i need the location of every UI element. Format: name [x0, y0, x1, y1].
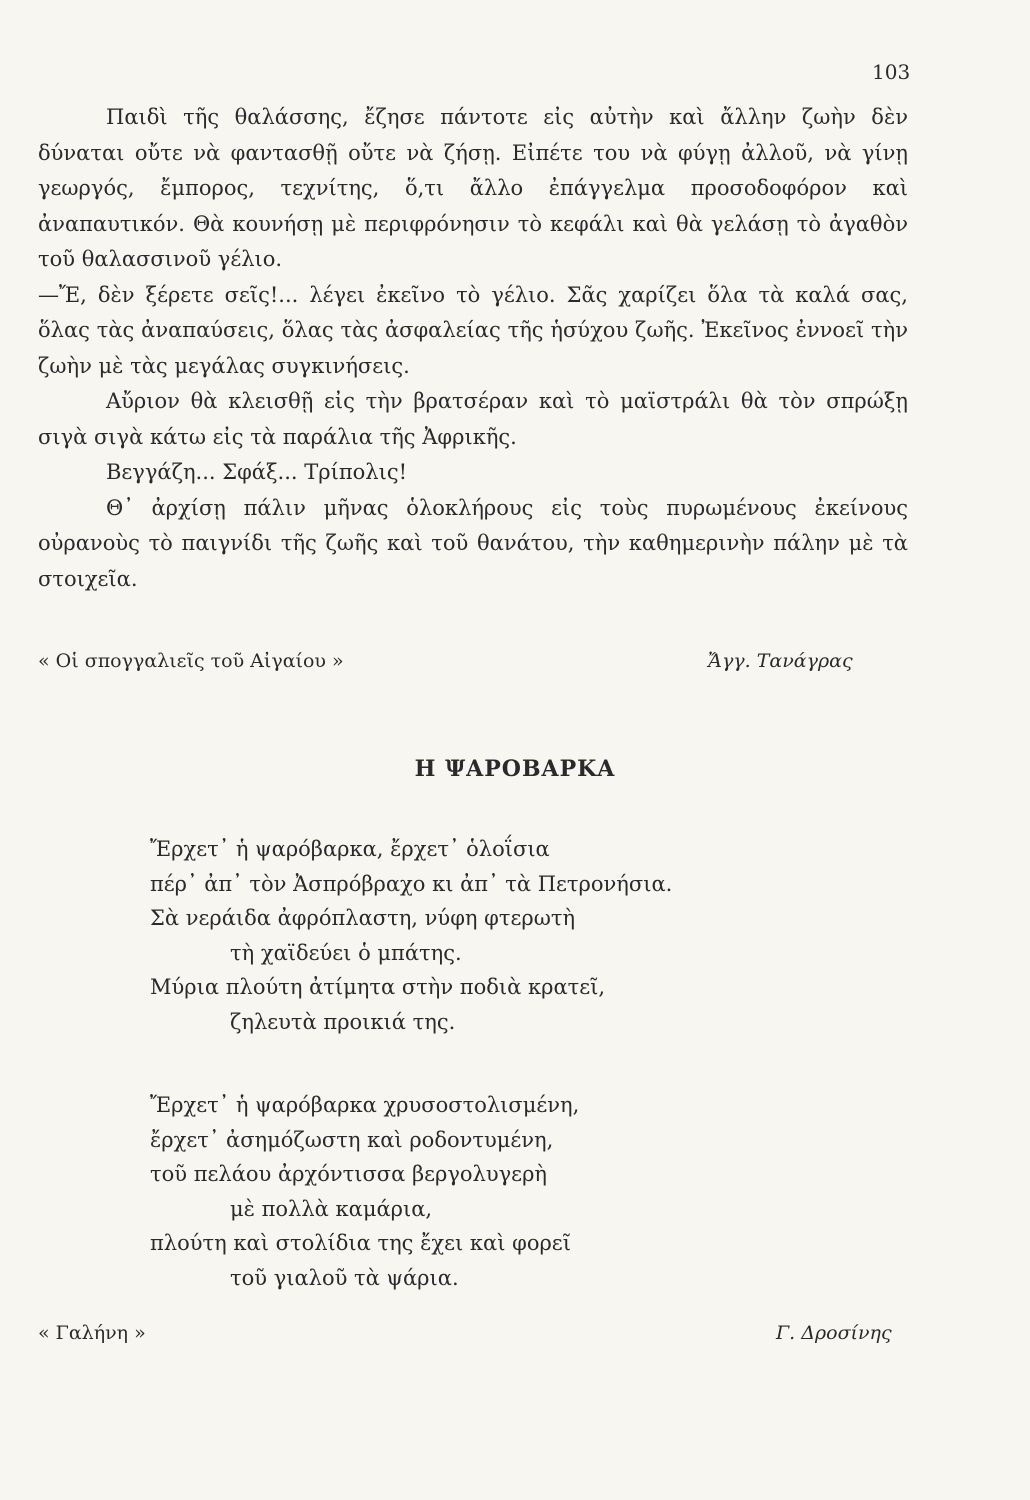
- prose-paragraph: Θ᾽ ἀρχίσῃ πάλιν μῆνας ὁλοκλήρους εἰς τοὺς πυρωμένους ἐκείνους οὐρανοὺς τὸ παιγνίδι τῆς ζωῆς καὶ τοῦ θανάτου, τὴν καθημερινὴν πάλην μὲ τὰ στοιχεῖα.: [38, 495, 908, 591]
- prose-paragraph: Παιδὶ τῆς θαλάσσης, ἔζησε πάντοτε εἰς αὐτὴν καὶ ἄλλην ζωὴν δὲν δύναται οὔτε νὰ φαντασθῇ οὔτε νὰ ζήσῃ. Εἰπέτε του νὰ φύγῃ ἀλλοῦ, νὰ γίνῃ γεωργός, ἔμπορος, τεχνίτης, ὅ,τι ἄλλο ἐπάγγελμα προσοδοφόρον καὶ ἀναπαυτικόν. Θὰ κουνήσῃ μὲ περιφρόνησιν τὸ κεφάλι καὶ θὰ γελάσῃ τὸ ἀγαθὸν τοῦ θαλασσινοῦ γέλιο.: [38, 105, 908, 271]
- prose-paragraph: —Ἔ, δὲν ξέρετε σεῖς!... λέγει ἐκεῖνο τὸ γέλιο. Σᾶς χαρίζει ὅλα τὰ καλά σας, ὅλας τὰς ἀναπαύσεις, ὅλας τὰς ἀσφαλείας τῆς ἡσύχου ζωῆς. Ἐκεῖνος ἐννοεῖ τὴν ζωὴν μὲ τὰς μεγάλας συγκινήσεις.: [38, 282, 908, 378]
- prose-paragraph: Βεγγάζη... Σφάξ... Τρίπολις!: [106, 460, 408, 484]
- poem-line: πλούτη καὶ στολίδια της ἔχει καὶ φορεῖ: [150, 1231, 571, 1255]
- poem-line: ἔρχετ᾽ ἀσημόζωστη καὶ ροδοντυμένη,: [150, 1127, 554, 1152]
- poem-line: τὴ χαϊδεύει ὁ μπάτης.: [230, 940, 462, 965]
- poem-line: Ἔρχετ᾽ ἡ ψαρόβαρκα χρυσοστολισμένη,: [150, 1093, 580, 1117]
- prose-source: « Οἱ σπογγαλιεῖς τοῦ Αἰγαίου »: [38, 650, 344, 672]
- poem-line: ζηλευτὰ προικιά της.: [230, 1009, 456, 1034]
- poem-source: « Γαλήνη »: [38, 1322, 146, 1344]
- poem-line: τοῦ πελάου ἀρχόντισσα βεργολυγερὴ: [150, 1162, 547, 1186]
- prose-author: Ἄγγ. Τανάγρας: [708, 650, 853, 672]
- poem-stanza-1: [150, 832, 672, 1039]
- poem-line: Μύρια πλούτη ἀτίμητα στὴν ποδιὰ κρατεῖ,: [150, 975, 606, 999]
- prose-paragraph: Αὔριον θὰ κλεισθῇ εἰς τὴν βρατσέραν καὶ τὸ μαϊστράλι θὰ τὸν σπρώξῃ σιγὰ σιγὰ κάτω εἰς τὰ παράλια τῆς Ἀφρικῆς.: [38, 389, 908, 449]
- poem-stanza-2: [150, 1088, 579, 1295]
- poem-line: Σὰ νεράιδα ἀφρόπλαστη, νύφη φτερωτὴ: [150, 906, 576, 930]
- page-number: 103: [872, 60, 911, 84]
- prose-excerpt: [38, 100, 908, 597]
- poem-line: Ἔρχετ᾽ ἡ ψαρόβαρκα, ἔρχετ᾽ ὁλοΐσια: [150, 837, 550, 861]
- poem-line: μὲ πολλὰ καμάρια,: [230, 1196, 433, 1221]
- poem-title: Η ΨΑΡΟΒΑΡΚΑ: [414, 756, 616, 782]
- poem-author: Γ. Δροσίνης: [776, 1322, 892, 1344]
- poem-line: πέρ᾽ ἀπ᾽ τὸν Ἀσπρόβραχο κι ἀπ᾽ τὰ Πετρονήσια.: [150, 871, 673, 896]
- poem-line: τοῦ γιαλοῦ τὰ ψάρια.: [230, 1265, 459, 1290]
